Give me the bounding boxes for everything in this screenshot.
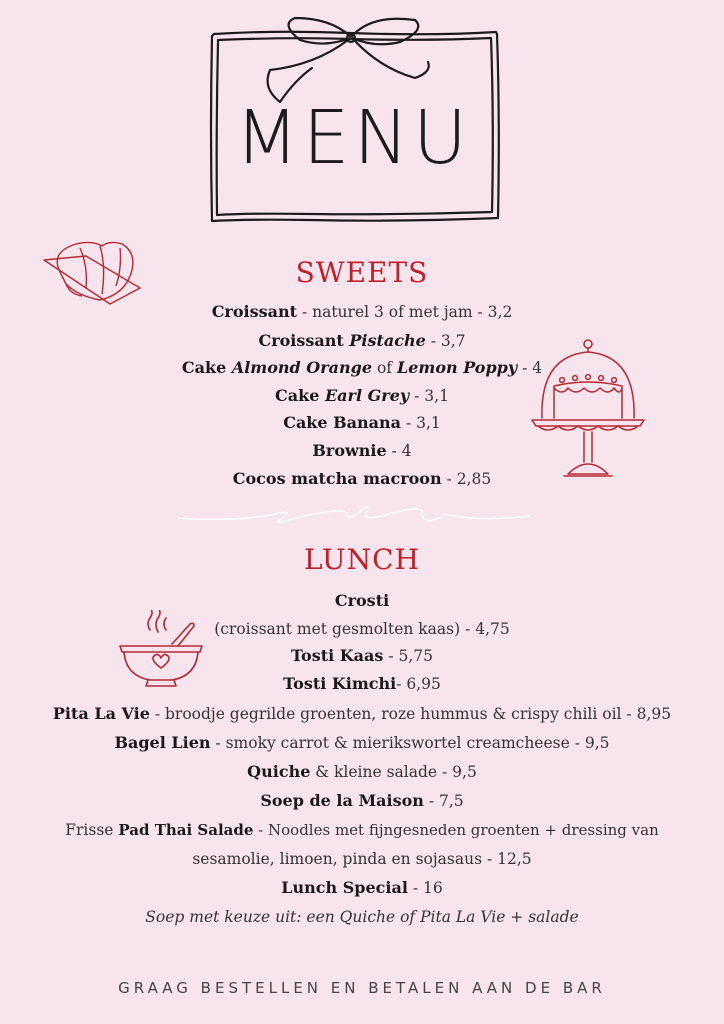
menu-item — [0, 877, 724, 899]
item-prefix: Frisse — [65, 821, 119, 839]
page-title: MENU — [234, 95, 472, 181]
item-detail: sesamolie, limoen, pinda en sojasaus - 12,5 — [192, 850, 532, 868]
menu-item — [0, 645, 724, 667]
menu-item — [0, 590, 724, 612]
item-name: Tosti Kaas — [290, 646, 384, 665]
item-name: Brownie — [312, 441, 387, 460]
lunch-title: LUNCH — [303, 543, 420, 576]
item-name: Soep de la Maison — [260, 791, 424, 810]
item-name: Tosti Kimchi — [283, 674, 397, 693]
item-detail: - 5,75 — [383, 647, 434, 665]
item-detail: - smoky carrot & mierikswortel creamcheese - 9,5 — [210, 734, 610, 752]
item-detail: - 4 — [517, 359, 543, 377]
menu-item — [0, 790, 724, 812]
item-detail: - 7,5 — [423, 792, 464, 810]
item-name: Crosti — [334, 591, 390, 610]
item-detail: - 4 — [386, 442, 412, 460]
menu-item — [0, 301, 724, 323]
item-detail: - 3,1 — [401, 414, 441, 432]
item-detail: - 3,1 — [409, 387, 449, 405]
item-name: Pad Thai Salade — [118, 821, 254, 839]
item-name: Quiche — [247, 762, 311, 781]
menu-item — [0, 703, 724, 725]
item-name: Cake Banana — [283, 413, 402, 432]
item-detail: - 6,95 — [396, 675, 441, 693]
item-detail: - Noodles met fijngesneden groenten + dressing van — [253, 821, 659, 839]
item-name: Cocos matcha macroon — [232, 469, 442, 488]
sweets-title: SWEETS — [295, 256, 429, 289]
item-joiner: of — [372, 359, 397, 377]
item-variant: Almond Orange — [231, 358, 373, 377]
item-name: Pita La Vie — [52, 704, 150, 723]
item-name: Bagel Lien — [114, 733, 211, 752]
footer-notice: GRAAG BESTELLEN EN BETALEN AAN DE BAR — [118, 979, 606, 997]
item-name: Croissant — [258, 331, 350, 350]
menu-item — [0, 761, 724, 783]
item-variant: Pistache — [349, 331, 426, 350]
lunch-special-note — [0, 906, 724, 928]
cake-stand-icon — [528, 336, 648, 482]
item-variant: Lemon Poppy — [396, 358, 518, 377]
menu-item-detail — [0, 848, 724, 870]
item-name: Cake — [181, 358, 232, 377]
item-name: Cake — [275, 386, 325, 405]
item-detail: & kleine salade - 9,5 — [310, 763, 477, 781]
item-detail: - naturel 3 of met jam - 3,2 — [297, 303, 513, 321]
item-detail: (croissant met gesmolten kaas) - 4,75 — [214, 620, 510, 638]
menu-item-detail — [0, 618, 724, 640]
item-name: Croissant — [211, 302, 298, 321]
note-text: Soep met keuze uit: een Quiche of Pita La Vie + salade — [145, 908, 579, 926]
item-variant: Earl Grey — [324, 386, 410, 405]
menu-item — [0, 819, 724, 841]
item-detail: - 3,7 — [425, 332, 466, 350]
item-detail: - broodje gegrilde groenten, roze hummus & crispy chili oil - 8,95 — [149, 705, 672, 723]
menu-item — [0, 673, 724, 695]
menu-item — [0, 732, 724, 754]
swirl-divider-icon — [176, 500, 532, 530]
item-name: Lunch Special — [281, 878, 408, 897]
item-detail: - 2,85 — [441, 470, 492, 488]
item-detail: - 16 — [407, 879, 443, 897]
